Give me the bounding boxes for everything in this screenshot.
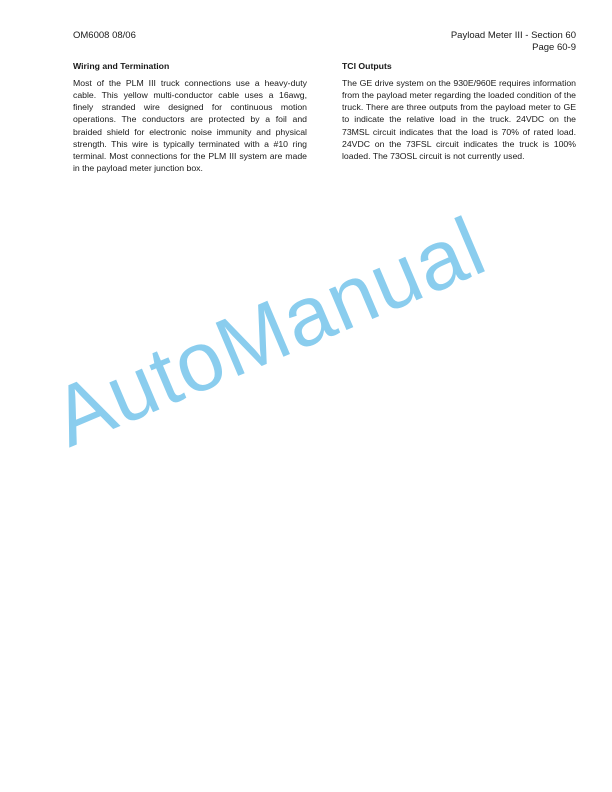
section-body: Most of the PLM III truck connections use a heavy-duty cable. This yellow multi-conductor cable uses a 16awg, finely stranded wire designed for continuous motion operations. The conductors are protected by a foil and braided shield for electronic noise immunity and physical strength. This wire is typically terminated with a #10 ring terminal. Most connections for the PLM III system are made in the payload meter junction box.	[73, 78, 307, 174]
page-number: Page 60-9	[532, 42, 576, 53]
document-id: OM6008 08/06	[73, 30, 136, 41]
wiring-termination-section	[73, 60, 307, 174]
section-body: The GE drive system on the 930E/960E requires information from the payload meter regarding the loaded condition of the truck. There are three outputs from the payload meter to GE to indicate the relative load in the truck. 24VDC on the 73MSL circuit indicates that the load is 70% of rated load. 24VDC on the 73FSL circuit indicates the truck is 100% loaded. The 73OSL circuit is not currently used.	[342, 78, 576, 161]
section-title: Payload Meter III - Section 60	[450, 30, 576, 41]
section-heading: TCI Outputs	[342, 61, 392, 71]
page-header	[451, 30, 576, 54]
watermark: AutoManual	[39, 198, 499, 465]
section-heading: Wiring and Termination	[73, 61, 170, 71]
tci-outputs-section	[342, 60, 576, 162]
